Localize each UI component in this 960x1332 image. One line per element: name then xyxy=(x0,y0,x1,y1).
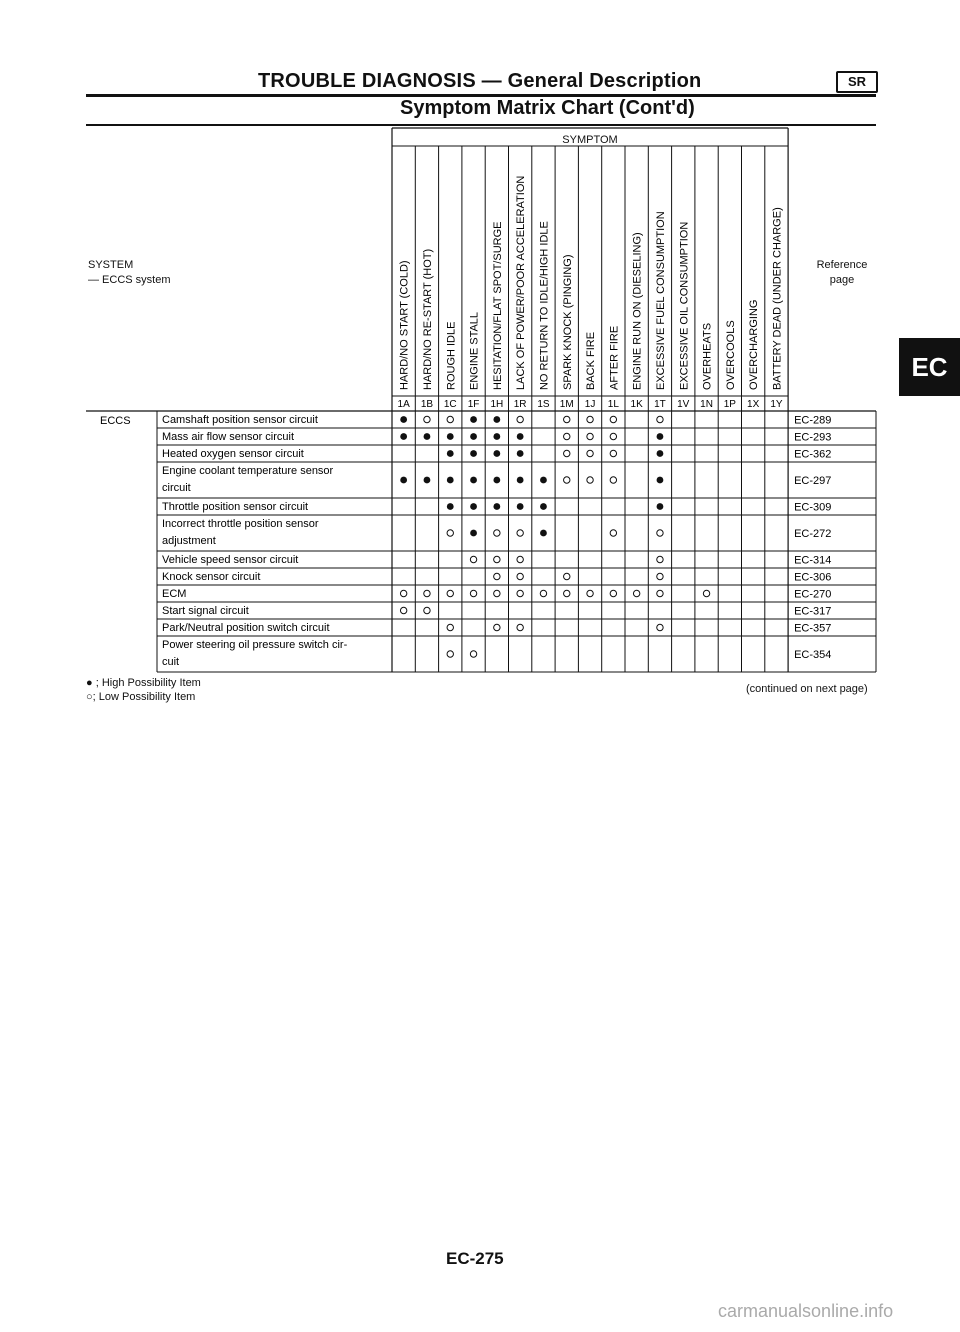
low-possibility-mark xyxy=(657,530,663,536)
legend-high: ● ; High Possibility Item xyxy=(86,677,201,689)
low-possibility-mark xyxy=(470,556,476,562)
reference-page: EC-362 xyxy=(794,448,832,461)
low-possibility-mark xyxy=(587,450,593,456)
high-possibility-mark xyxy=(400,477,407,484)
row-label: Start signal circuit xyxy=(162,605,249,617)
low-possibility-mark xyxy=(400,607,406,613)
symptom-code: 1R xyxy=(513,399,527,410)
row-label: circuit xyxy=(162,482,191,494)
low-possibility-mark xyxy=(447,651,453,657)
symptom-code: 1Y xyxy=(770,399,783,410)
low-possibility-mark xyxy=(424,590,430,596)
system-sublabel: — ECCS system xyxy=(88,274,171,286)
low-possibility-mark xyxy=(494,530,500,536)
high-possibility-mark xyxy=(400,433,407,440)
high-possibility-mark xyxy=(470,450,477,457)
high-possibility-mark xyxy=(657,433,664,440)
high-possibility-mark xyxy=(517,503,524,510)
reference-page: EC-314 xyxy=(794,554,832,567)
low-possibility-mark xyxy=(610,477,616,483)
low-possibility-mark xyxy=(564,590,570,596)
low-possibility-mark xyxy=(564,433,570,439)
symptom-name: OVERCHARGING xyxy=(748,299,761,390)
low-possibility-mark xyxy=(610,590,616,596)
low-possibility-mark xyxy=(703,590,709,596)
low-possibility-mark xyxy=(517,590,523,596)
reference-page: EC-293 xyxy=(794,431,832,444)
low-possibility-mark xyxy=(494,624,500,630)
low-possibility-mark xyxy=(400,590,406,596)
high-possibility-mark xyxy=(493,433,500,440)
row-label: Camshaft position sensor circuit xyxy=(162,414,318,426)
page-header-title: TROUBLE DIAGNOSIS — General Description xyxy=(258,70,702,92)
symptom-name: HARD/NO START (COLD) xyxy=(398,260,411,390)
symptom-name: NO RETURN TO IDLE/HIGH IDLE xyxy=(538,221,551,390)
low-possibility-mark xyxy=(610,530,616,536)
symptom-code: 1K xyxy=(630,399,643,410)
reference-header-line1: Reference xyxy=(816,259,868,271)
row-label: Knock sensor circuit xyxy=(162,571,261,583)
symptom-code: 1B xyxy=(420,399,434,410)
symptom-name: ENGINE RUN ON (DIESELING) xyxy=(631,232,644,390)
symptom-code: 1H xyxy=(490,399,504,410)
row-label: adjustment xyxy=(162,535,216,547)
high-possibility-mark xyxy=(493,477,500,484)
high-possibility-mark xyxy=(447,433,454,440)
low-possibility-mark xyxy=(494,573,500,579)
symptom-name: SPARK KNOCK (PINGING) xyxy=(561,254,574,390)
low-possibility-mark xyxy=(587,590,593,596)
low-possibility-mark xyxy=(610,450,616,456)
symptom-code: 1C xyxy=(443,399,457,410)
row-label: Heated oxygen sensor circuit xyxy=(162,448,304,460)
low-possibility-mark xyxy=(657,590,663,596)
high-possibility-mark xyxy=(657,503,664,510)
high-possibility-mark xyxy=(470,503,477,510)
low-possibility-mark xyxy=(447,624,453,630)
low-possibility-mark xyxy=(470,651,476,657)
low-possibility-mark xyxy=(610,416,616,422)
symptom-code: 1V xyxy=(677,399,690,410)
symptom-name: ENGINE STALL xyxy=(468,311,481,390)
symptom-name: BACK FIRE xyxy=(585,331,598,390)
high-possibility-mark xyxy=(540,477,547,484)
system-label: SYSTEM xyxy=(88,259,134,271)
watermark: carmanualsonline.info xyxy=(718,1301,894,1321)
low-possibility-mark xyxy=(494,556,500,562)
reference-page: EC-272 xyxy=(794,528,832,540)
low-possibility-mark xyxy=(540,590,546,596)
section-badge: SR xyxy=(836,71,878,93)
high-possibility-mark xyxy=(470,530,477,537)
high-possibility-mark xyxy=(424,433,431,440)
symptom-name: HARD/NO RE-START (HOT) xyxy=(421,248,434,390)
reference-page: EC-306 xyxy=(794,571,832,584)
low-possibility-mark xyxy=(517,530,523,536)
high-possibility-mark xyxy=(400,416,407,423)
low-possibility-mark xyxy=(517,556,523,562)
symptom-name: EXCESSIVE OIL CONSUMPTION xyxy=(678,221,691,390)
high-possibility-mark xyxy=(493,450,500,457)
legend xyxy=(86,676,201,704)
low-possibility-mark xyxy=(657,624,663,630)
row-label: Vehicle speed sensor circuit xyxy=(162,554,299,566)
reference-page: EC-270 xyxy=(794,588,832,601)
symptom-name: HESITATION/FLAT SPOT/SURGE xyxy=(491,221,504,390)
reference-page: EC-317 xyxy=(794,605,832,618)
high-possibility-mark xyxy=(424,477,431,484)
symptom-code: 1L xyxy=(607,399,619,410)
low-possibility-mark xyxy=(517,573,523,579)
row-label: ECM xyxy=(162,588,187,600)
reference-page: EC-357 xyxy=(794,622,832,635)
symptom-name: AFTER FIRE xyxy=(608,325,621,390)
high-possibility-mark xyxy=(470,416,477,423)
symptom-name: ROUGH IDLE xyxy=(445,321,458,390)
low-possibility-mark xyxy=(610,433,616,439)
high-possibility-mark xyxy=(447,450,454,457)
reference-page: EC-309 xyxy=(794,501,832,514)
row-label: cuit xyxy=(162,656,180,668)
high-possibility-mark xyxy=(493,416,500,423)
symptom-code: 1N xyxy=(700,399,713,410)
high-possibility-mark xyxy=(447,477,454,484)
high-possibility-mark xyxy=(517,477,524,484)
low-possibility-mark xyxy=(447,530,453,536)
low-possibility-mark xyxy=(470,590,476,596)
low-possibility-mark xyxy=(657,556,663,562)
symptom-code: 1F xyxy=(467,399,480,410)
high-possibility-mark xyxy=(517,450,524,457)
high-possibility-mark xyxy=(493,503,500,510)
low-possibility-mark xyxy=(657,416,663,422)
high-possibility-mark xyxy=(470,477,477,484)
low-possibility-mark xyxy=(517,416,523,422)
reference-page: EC-354 xyxy=(794,649,832,661)
continued-note: (continued on next page) xyxy=(746,683,868,695)
high-possibility-mark xyxy=(540,503,547,510)
page-number: EC-275 xyxy=(446,1249,504,1268)
symptom-name: LACK OF POWER/POOR ACCELERATION xyxy=(515,175,528,390)
legend-low: ○; Low Possibility Item xyxy=(86,691,196,703)
symptom-name: EXCESSIVE FUEL CONSUMPTION xyxy=(654,211,667,390)
high-possibility-mark xyxy=(540,530,547,537)
symptom-name: BATTERY DEAD (UNDER CHARGE) xyxy=(771,207,784,390)
low-possibility-mark xyxy=(564,416,570,422)
symptom-code: 1P xyxy=(723,399,736,410)
symptom-code: 1J xyxy=(584,399,596,410)
low-possibility-mark xyxy=(424,416,430,422)
low-possibility-mark xyxy=(587,433,593,439)
row-label: Incorrect throttle position sensor xyxy=(162,518,319,530)
page-subtitle: Symptom Matrix Chart (Cont'd) xyxy=(400,97,695,119)
high-possibility-mark xyxy=(657,477,664,484)
symptom-code: 1A xyxy=(397,399,410,410)
symptom-code: 1M xyxy=(559,399,574,410)
low-possibility-mark xyxy=(564,450,570,456)
reference-header-line2: page xyxy=(829,274,855,286)
row-label: Park/Neutral position switch circuit xyxy=(162,622,330,634)
low-possibility-mark xyxy=(587,477,593,483)
high-possibility-mark xyxy=(657,450,664,457)
row-label: Mass air flow sensor circuit xyxy=(162,431,295,443)
low-possibility-mark xyxy=(657,573,663,579)
symptom-name: OVERCOOLS xyxy=(724,320,737,390)
ec-side-tab: EC xyxy=(899,338,960,396)
row-label: Throttle position sensor circuit xyxy=(162,501,309,513)
high-possibility-mark xyxy=(517,433,524,440)
high-possibility-mark xyxy=(447,503,454,510)
low-possibility-mark xyxy=(447,416,453,422)
low-possibility-mark xyxy=(587,416,593,422)
symptom-code: 1X xyxy=(747,399,760,410)
symptom-code: 1T xyxy=(654,399,666,410)
low-possibility-mark xyxy=(517,624,523,630)
symptom-name: OVERHEATS xyxy=(701,322,714,390)
low-possibility-mark xyxy=(447,590,453,596)
low-possibility-mark xyxy=(424,607,430,613)
high-possibility-mark xyxy=(470,433,477,440)
low-possibility-mark xyxy=(633,590,639,596)
symptom-code: 1S xyxy=(537,399,550,410)
reference-page: EC-297 xyxy=(794,475,832,487)
low-possibility-mark xyxy=(564,573,570,579)
reference-page: EC-289 xyxy=(794,414,832,427)
low-possibility-mark xyxy=(564,477,570,483)
row-label: Power steering oil pressure switch cir- xyxy=(162,639,348,651)
row-label: Engine coolant temperature sensor xyxy=(162,465,334,477)
system-group-label: ECCS xyxy=(100,415,131,427)
symptom-header: SYMPTOM xyxy=(562,134,618,146)
low-possibility-mark xyxy=(494,590,500,596)
